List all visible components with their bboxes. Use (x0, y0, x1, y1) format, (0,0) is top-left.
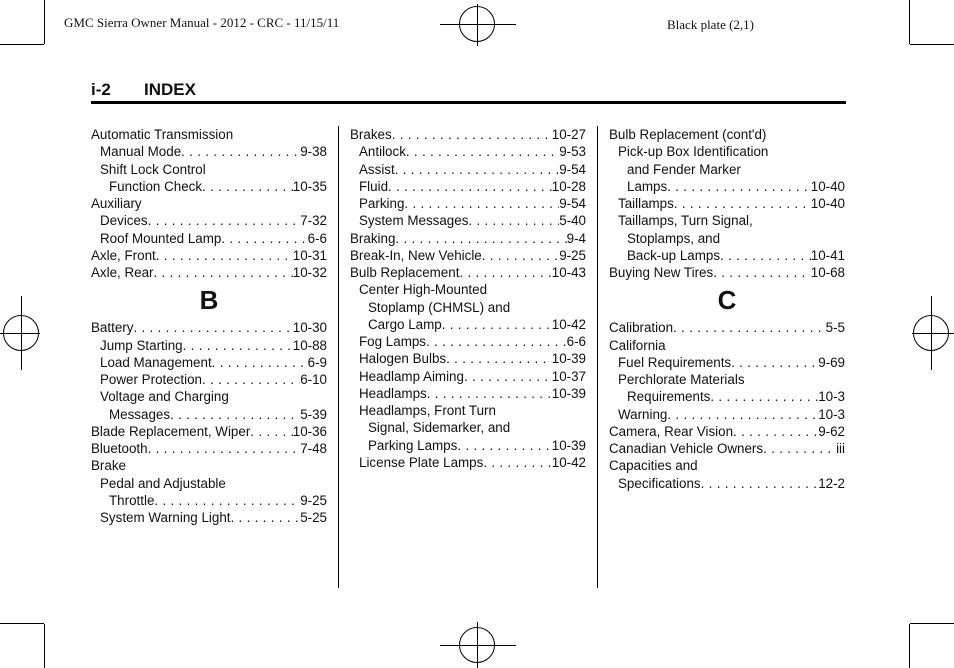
dot-leader (733, 423, 818, 440)
index-entry-label: Bulb Replacement (cont'd) (609, 127, 767, 142)
column-divider (597, 126, 598, 588)
dot-leader (156, 247, 293, 264)
dot-leader (202, 178, 293, 195)
index-entry (609, 371, 845, 388)
index-entry-page: 10-42 (551, 316, 586, 332)
index-entry-label: Assist (359, 161, 395, 177)
index-entry-page: 10-39 (551, 351, 586, 367)
index-entry-page: 10-40 (810, 196, 845, 211)
index-entry (609, 143, 845, 160)
index-entry-page: 10-68 (810, 265, 845, 280)
index-entry (91, 509, 327, 526)
dot-leader (701, 475, 819, 492)
index-entry-page: 7-48 (300, 441, 327, 456)
index-entry-page: 10-27 (551, 127, 586, 142)
dot-leader (202, 371, 300, 388)
index-entry (609, 457, 845, 474)
index-entry-label: and Fender Marker (627, 161, 741, 177)
index-entry (609, 406, 845, 423)
page-number: i-2 (91, 80, 111, 99)
index-entry-page: 10-3 (818, 389, 845, 405)
index-entry-label: Throttle (109, 492, 155, 508)
index-entry-label: Specifications (618, 475, 701, 491)
index-entry-page: 10-3 (818, 406, 845, 422)
index-entry-page: 6-6 (566, 334, 586, 349)
index-entry (350, 161, 586, 178)
title-rule (91, 101, 846, 104)
index-entry-label: Buying New Tires (609, 265, 714, 280)
index-entry-label: Parking Lamps (368, 437, 458, 453)
index-entry-page: 10-28 (551, 178, 586, 194)
index-entry (350, 437, 586, 454)
index-entry (609, 475, 845, 492)
index-entry-page: 9-54 (559, 161, 586, 177)
dot-leader (667, 406, 818, 423)
index-entry (350, 143, 586, 160)
index-entry-label: Parking (359, 196, 405, 211)
index-entry (91, 247, 327, 264)
index-entry-page: 9-54 (559, 196, 586, 211)
index-entry-label: Axle, Rear (91, 265, 154, 280)
dot-leader (154, 264, 293, 281)
index-entry (350, 212, 586, 229)
index-entry-page: 9-53 (559, 144, 586, 160)
index-entry-label: Warning (618, 406, 668, 422)
index-entry (350, 402, 586, 419)
index-entry (609, 337, 845, 354)
index-entry-label: Battery (91, 320, 134, 336)
dot-leader (710, 388, 818, 405)
index-entry-label: System Messages (359, 213, 469, 229)
header-manual-title: GMC Sierra Owner Manual - 2012 - CRC - 11/15/11 (64, 15, 340, 30)
index-entry (609, 354, 845, 371)
index-entry-label: Bulb Replacement (350, 265, 460, 280)
index-entry-label: Fog Lamps (359, 334, 426, 349)
index-entry (91, 161, 327, 178)
index-entry (350, 230, 586, 247)
index-entry-label: Break-In, New Vehicle (350, 247, 482, 263)
index-entry-label: Signal, Sidemarker, and (368, 420, 511, 436)
index-entry-page: 10-37 (551, 368, 586, 384)
index-entry-page: 9-62 (818, 423, 845, 439)
index-entry-page: 9-38 (300, 144, 327, 160)
index-entry-label: Brakes (350, 127, 392, 142)
index-entry (609, 388, 845, 405)
index-entry-page: 10-40 (810, 178, 845, 194)
dot-leader (674, 195, 811, 212)
index-entry-label: Auxiliary (91, 196, 142, 211)
index-entry (91, 423, 327, 440)
index-entry-page: 10-36 (292, 423, 327, 439)
index-entry-page: 5-5 (825, 320, 845, 336)
index-entry-label: Cargo Lamp (368, 316, 442, 332)
dot-leader (468, 212, 559, 229)
index-entry-label: Halogen Bulbs (359, 351, 447, 367)
dot-leader (673, 319, 826, 336)
index-entry (91, 371, 327, 388)
index-entry-page: 10-35 (292, 178, 327, 194)
dot-leader (406, 143, 559, 160)
index-entry-label: Power Protection (100, 372, 202, 387)
index-entry-label: Camera, Rear Vision (609, 423, 734, 439)
index-entry-page: 9-4 (566, 230, 586, 246)
index-entry (350, 419, 586, 436)
index-column-1 (91, 126, 327, 526)
index-entry (91, 264, 327, 281)
column-divider (338, 126, 339, 588)
dot-leader (464, 368, 552, 385)
index-entry-label: Calibration (609, 320, 674, 336)
index-entry-label: Back-up Lamps (627, 247, 721, 263)
index-entry (350, 195, 586, 212)
dot-leader (395, 230, 566, 247)
index-entry-page: 12-2 (818, 475, 845, 491)
index-entry-label: Voltage and Charging (100, 389, 229, 405)
index-entry-label: License Plate Lamps (359, 454, 484, 470)
dot-leader (148, 212, 301, 229)
dot-leader (250, 423, 292, 440)
index-entry-label: Roof Mounted Lamp (100, 230, 222, 246)
dot-leader (395, 161, 559, 178)
index-entry (91, 492, 327, 509)
index-entry-page: 9-25 (300, 492, 327, 508)
index-entry-page: 10-31 (292, 247, 327, 263)
index-entry-page: 7-32 (300, 213, 327, 229)
dot-leader (457, 437, 551, 454)
index-entry-page: 10-41 (810, 247, 845, 263)
index-entry-label: System Warning Light (100, 510, 231, 525)
index-entry-label: Canadian Vehicle Owners (609, 441, 764, 456)
index-entry-label: Stoplamps, and (627, 230, 721, 246)
index-entry (91, 126, 327, 143)
index-entry-label: Perchlorate Materials (618, 372, 745, 387)
index-entry (350, 385, 586, 402)
dot-leader (667, 178, 811, 195)
index-entry-label: Axle, Front (91, 247, 156, 263)
index-entry-label: Automatic Transmission (91, 127, 234, 142)
dot-leader (442, 316, 552, 333)
index-entry-page: 10-30 (292, 320, 327, 336)
index-entry-label: Blade Replacement, Wiper (91, 423, 251, 439)
index-entry (350, 368, 586, 385)
dot-leader (446, 350, 552, 367)
index-entry (350, 126, 586, 143)
dot-leader (221, 230, 307, 247)
index-entry-label: Headlamp Aiming (359, 368, 464, 384)
dot-leader (212, 354, 308, 371)
index-entry-page: 9-25 (559, 247, 586, 263)
index-entry (609, 161, 845, 178)
dot-leader (763, 440, 836, 457)
index-entry (609, 319, 845, 336)
index-entry (91, 457, 327, 474)
index-entry (350, 333, 586, 350)
dot-leader (133, 319, 292, 336)
index-entry (91, 406, 327, 423)
index-entry (609, 423, 845, 440)
index-entry-page: 5-39 (300, 406, 327, 422)
dot-leader (427, 385, 552, 402)
index-entry (350, 299, 586, 316)
index-entry (91, 230, 327, 247)
page-title (91, 80, 846, 102)
index-entry (91, 143, 327, 160)
index-entry-page: 6-10 (300, 372, 327, 387)
index-entry (609, 178, 845, 195)
index-entry-label: Devices (100, 213, 148, 229)
index-entry (91, 195, 327, 212)
dot-leader (148, 440, 301, 457)
index-entry-label: Taillamps, Turn Signal, (618, 213, 753, 229)
index-entry (609, 212, 845, 229)
index-entry-page: 10-39 (551, 437, 586, 453)
index-entry (609, 440, 845, 457)
dot-leader (459, 264, 551, 281)
index-entry-label: Headlamps, Front Turn (359, 403, 496, 418)
index-entry (91, 354, 327, 371)
index-entry-label: Manual Mode (100, 144, 182, 160)
section-title: INDEX (144, 80, 196, 99)
index-entry-label: Load Management (100, 354, 212, 370)
dot-leader (731, 354, 818, 371)
index-entry-label: Messages (109, 406, 171, 422)
index-entry (350, 281, 586, 298)
index-entry-label: Braking (350, 230, 396, 246)
index-entry-page: 10-43 (551, 265, 586, 280)
dot-leader (404, 195, 559, 212)
index-entry-label: Jump Starting (100, 337, 183, 353)
index-column-3 (609, 126, 845, 492)
dot-leader (720, 247, 811, 264)
dot-leader (392, 126, 552, 143)
dot-leader (183, 337, 293, 354)
index-entry-label: Lamps (627, 178, 668, 194)
index-entry-label: Antilock (359, 144, 406, 160)
index-entry-page: 10-42 (551, 454, 586, 470)
dot-leader (181, 143, 300, 160)
index-entry-label: Pedal and Adjustable (100, 475, 226, 491)
dot-leader (170, 406, 300, 423)
index-entry-label: Brake (91, 458, 126, 474)
index-entry-label: Shift Lock Control (100, 161, 206, 177)
index-entry (609, 247, 845, 264)
index-entry (350, 247, 586, 264)
index-entry (91, 440, 327, 457)
index-entry-label: Function Check (109, 178, 203, 194)
index-entry-label: Headlamps (359, 385, 427, 401)
index-entry (350, 350, 586, 367)
index-entry-label: Capacities and (609, 458, 698, 474)
index-entry-page: 10-88 (292, 337, 327, 353)
index-entry (609, 195, 845, 212)
index-entry (609, 126, 845, 143)
index-entry (609, 230, 845, 247)
index-entry (609, 264, 845, 281)
index-letter-heading: C (717, 285, 737, 316)
index-entry-page: 5-25 (300, 510, 327, 525)
index-entry (350, 178, 586, 195)
index-entry (350, 454, 586, 471)
index-entry-page: 10-32 (292, 265, 327, 280)
index-entry-label: Taillamps (618, 196, 674, 211)
header-plate-label: Black plate (2,1) (667, 17, 754, 32)
index-entry (91, 212, 327, 229)
index-entry (91, 388, 327, 405)
index-entry-label: Center High-Mounted (359, 282, 488, 298)
index-entry-label: Requirements (627, 389, 711, 405)
index-entry-page: 6-6 (307, 230, 327, 246)
index-entry (91, 178, 327, 195)
index-entry-page: 9-69 (818, 354, 845, 370)
index-entry (91, 319, 327, 336)
dot-leader (388, 178, 552, 195)
dot-leader (713, 264, 811, 281)
index-entry-page: 10-39 (551, 385, 586, 401)
dot-leader (482, 247, 559, 264)
index-letter-heading: B (199, 285, 219, 316)
dot-leader (483, 454, 551, 471)
index-entry-label: Stoplamp (CHMSL) and (368, 299, 511, 315)
index-entry-label: Pick-up Box Identification (618, 144, 769, 160)
dot-leader (154, 492, 300, 509)
index-entry-page: iii (836, 441, 845, 456)
index-entry (91, 475, 327, 492)
index-entry-page: 6-9 (307, 354, 327, 370)
index-entry-label: Bluetooth (91, 441, 148, 456)
index-entry-label: Fuel Requirements (618, 354, 732, 370)
dot-leader (231, 509, 301, 526)
index-entry-label: California (609, 337, 666, 353)
dot-leader (426, 333, 567, 350)
index-entry (91, 337, 327, 354)
index-entry (350, 316, 586, 333)
index-column-2 (350, 126, 586, 471)
index-entry-page: 5-40 (559, 213, 586, 229)
index-entry (350, 264, 586, 281)
index-entry-label: Fluid (359, 178, 389, 194)
